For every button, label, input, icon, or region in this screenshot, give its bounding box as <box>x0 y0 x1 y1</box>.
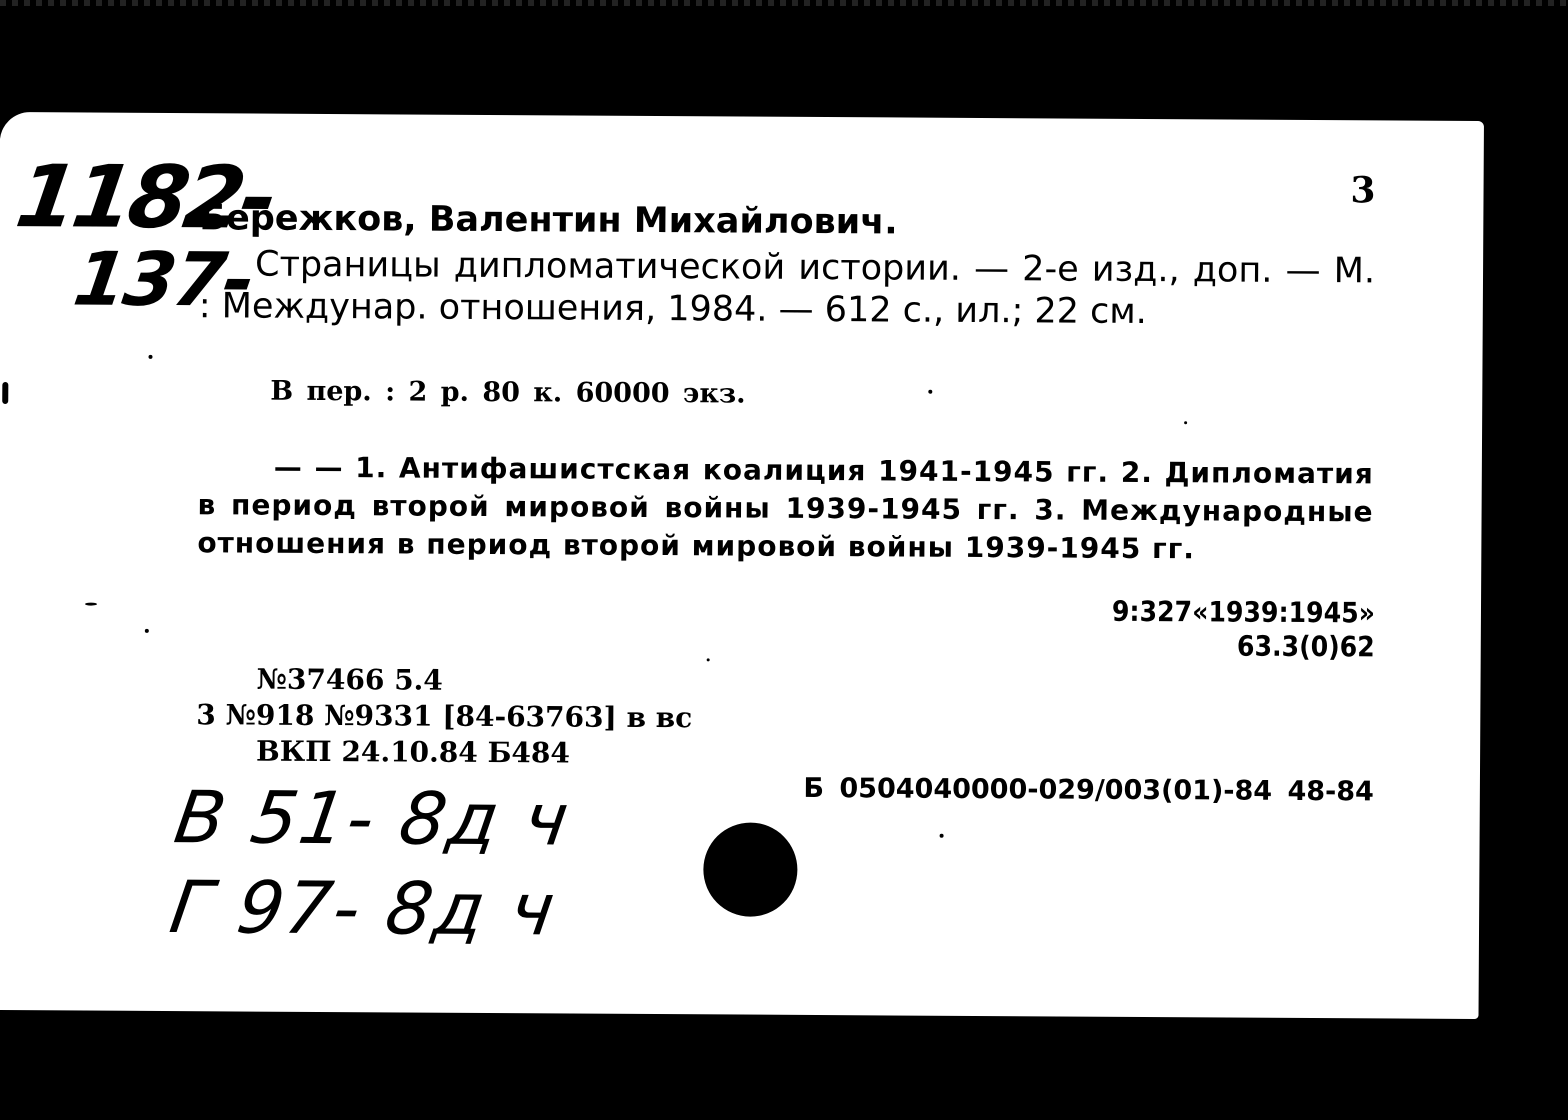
author-heading: Бережков, Валентин Михайлович. <box>199 198 898 243</box>
shelf-mark-2: Г 97- 8д ч <box>164 865 562 952</box>
catalog-card <box>0 112 1484 1019</box>
dust-speck <box>148 355 152 359</box>
subject-headings: — — 1. Антифашистская коалиция 1941-1945 гг. 2. Дипломатия в период второй мировой войны 1939-1945 гг. 3. Международные отношения в период второй мировой войны 1939-1945 гг. <box>197 450 1374 566</box>
dust-speck <box>85 603 97 606</box>
publication-code: Б 0504040000-029/003(01)-84 48-84 <box>803 772 1374 808</box>
print-numbers: 3 №918 №9331 [84-63763] в вс <box>196 698 693 735</box>
udc-code: 9:327«1939:1945» <box>1111 594 1376 630</box>
call-number-line-2: 137- <box>68 236 259 324</box>
title-description: Страницы дипломатической истории. — 2-е изд., доп. — М. : Междунар. отношения, 1984. — 612 с., ил.; 22 см. <box>198 244 1376 333</box>
vkp-line: ВКП 24.10.84 Б484 <box>256 734 571 770</box>
dust-speck <box>940 834 944 838</box>
punch-hole <box>703 822 798 917</box>
dust-speck <box>145 629 149 633</box>
order-number: №37466 5.4 <box>256 662 443 697</box>
classification-codes <box>1112 595 1375 665</box>
shelf-mark-1: В 51- 8д ч <box>169 775 576 862</box>
dust-speck <box>707 658 710 661</box>
card-number: 3 <box>1350 169 1376 212</box>
price-and-print-run: В пер. : 2 р. 80 к. 60000 экз. <box>270 375 746 410</box>
bbk-code: 63.3(0)62 <box>1236 629 1375 664</box>
dust-speck <box>928 390 932 394</box>
scan-border <box>0 0 1568 6</box>
dust-speck <box>1184 421 1187 424</box>
dust-speck <box>2 382 8 404</box>
registration-ids <box>196 661 693 772</box>
call-number-line-1: 1182- <box>10 147 280 249</box>
